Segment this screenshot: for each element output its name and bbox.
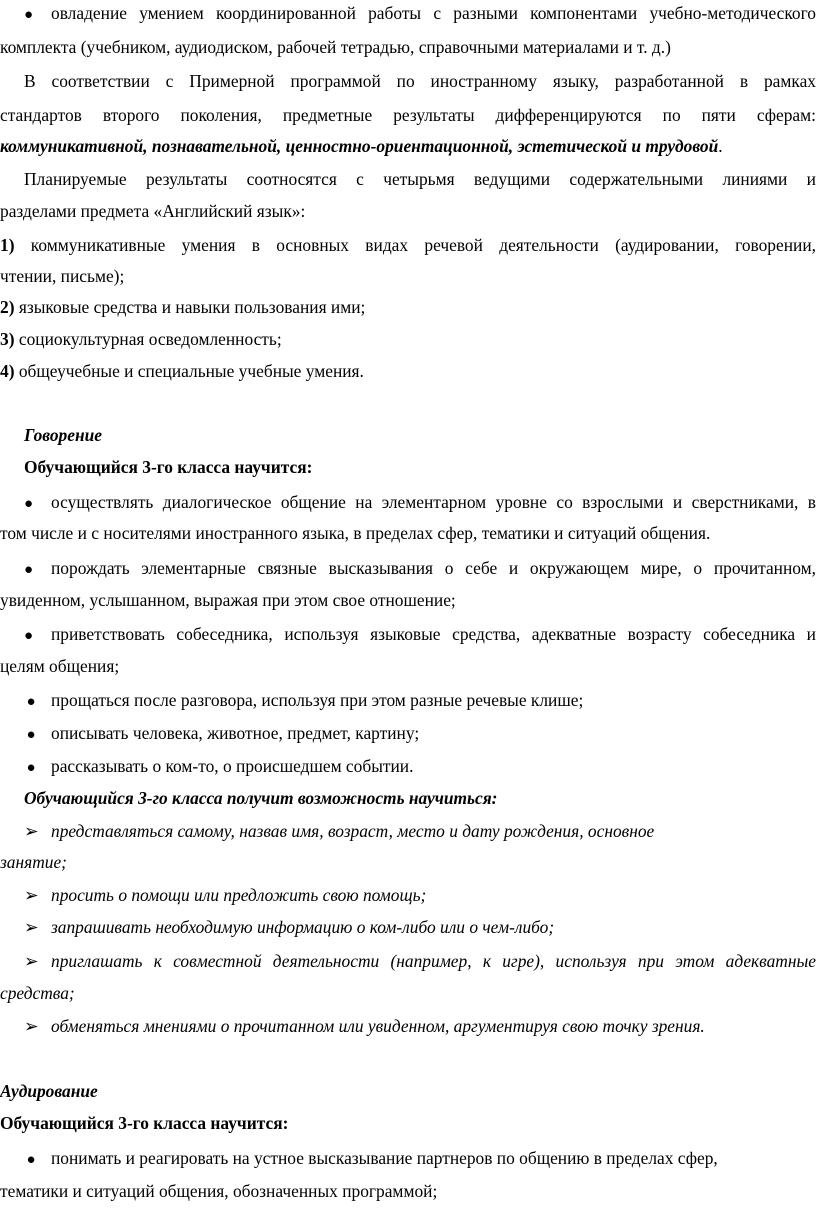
numbered-item-2: 2) языковые средства и навыки пользования ими; bbox=[0, 297, 366, 317]
speaking-arrow-3: ➢ запрашивать необходимую информацию о ком-либо или о чем-либо; bbox=[24, 917, 555, 937]
speaking-bullet-6: ● рассказывать о ком-то, о происшедшем событии. bbox=[24, 755, 816, 777]
section-heading-listening: Аудирование bbox=[0, 1081, 98, 1101]
speaking-arrow-1: ➢ представляться самому, назвав имя, возраст, место и дату рождения, основное bbox=[24, 821, 655, 841]
arrow-bullet-icon: ➢ bbox=[24, 885, 39, 905]
arrow-bullet-icon: ➢ bbox=[24, 1016, 39, 1036]
speaking-arrow-4: ➢ приглашать к совместной деятельности (например, к игре), используя при этом адекватные bbox=[24, 951, 816, 971]
bullet-icon: ● bbox=[26, 694, 36, 710]
speaking-bullet-3-cont: целям общения; bbox=[0, 656, 120, 676]
section-heading-speaking: Говорение bbox=[24, 425, 102, 445]
paragraph-2-line-1: Планируемые результаты соотносятся с четырьмя ведущими содержательными линиями и bbox=[24, 169, 816, 189]
speaking-bullet-2: ● порождать элементарные связные высказывания о себе и окружающем мире, о прочитанном, bbox=[24, 557, 816, 579]
paragraph-1-line-2: стандартов второго поколения, предметные результаты дифференцируются по пяти сферам: bbox=[0, 105, 816, 125]
bullet-icon: ● bbox=[24, 496, 34, 512]
speaking-bullet-1-cont: том числе и с носителями иностранного языка, в пределах сфер, тематики и ситуаций общения. bbox=[0, 523, 711, 543]
speaking-arrow-4-cont: средства; bbox=[0, 983, 75, 1003]
numbered-item-1: 1) коммуникативные умения в основных видах речевой деятельности (аудировании, говорении, bbox=[0, 235, 816, 255]
bullet-icon: ● bbox=[24, 7, 34, 23]
paragraph-2-line-2: разделами предмета «Английский язык»: bbox=[0, 201, 306, 221]
listening-bullet-1-cont: тематики и ситуаций общения, обозначенных программой; bbox=[0, 1181, 438, 1201]
speaking-opportunity-heading: Обучающийся 3-го класса получит возможность научиться: bbox=[24, 788, 498, 808]
bullet-icon: ● bbox=[26, 760, 36, 776]
speaking-learn-heading: Обучающийся 3-го класса научится: bbox=[24, 457, 313, 477]
speaking-bullet-4: ● прощаться после разговора, используя при этом разные речевые клише; bbox=[24, 689, 816, 711]
speaking-arrow-2: ➢ просить о помощи или предложить свою помощь; bbox=[24, 885, 427, 905]
spheres-list: коммуникативной, познавательной, ценностно-ориентационной, эстетической и трудовой bbox=[0, 136, 719, 156]
numbered-item-1-cont: чтении, письме); bbox=[0, 266, 125, 286]
bullet-icon: ● bbox=[24, 562, 34, 578]
paragraph-1-line-3: коммуникативной, познавательной, ценностно-ориентационной, эстетической и трудовой. bbox=[0, 136, 723, 156]
speaking-bullet-1: ● осуществлять диалогическое общение на элементарном уровне со взрослыми и сверстниками, в bbox=[24, 491, 816, 513]
paragraph-1-line-1: В соответствии с Примерной программой по иностранному языку, разработанной в рамках bbox=[24, 71, 816, 91]
speaking-bullet-5: ● описывать человека, животное, предмет, картину; bbox=[24, 722, 816, 744]
intro-bullet-line-1: ● овладение умением координированной работы с разными компонентами учебно-методического bbox=[24, 2, 816, 24]
listening-learn-heading: Обучающийся 3-го класса научится: bbox=[0, 1113, 289, 1133]
speaking-arrow-5: ➢ обменяться мнениями о прочитанном или увиденном, аргументируя свою точку зрения. bbox=[24, 1016, 705, 1036]
bullet-icon: ● bbox=[26, 1152, 36, 1168]
bullet-icon: ● bbox=[24, 628, 34, 644]
intro-bullet-line-2: комплекта (учебником, аудиодиском, рабочей тетрадью, справочными материалами и т. д.) bbox=[0, 37, 671, 57]
arrow-bullet-icon: ➢ bbox=[24, 821, 39, 841]
numbered-item-3: 3) социокультурная осведомленность; bbox=[0, 329, 282, 349]
speaking-bullet-3: ● приветствовать собеседника, используя языковые средства, адекватные возрасту собеседника и bbox=[24, 623, 816, 645]
numbered-item-4: 4) общеучебные и специальные учебные умения. bbox=[0, 361, 364, 381]
listening-bullet-1: ● понимать и реагировать на устное высказывание партнеров по общению в пределах сфер, bbox=[24, 1147, 816, 1169]
speaking-arrow-1-cont: занятие; bbox=[0, 852, 67, 872]
bullet-icon: ● bbox=[26, 727, 36, 743]
arrow-bullet-icon: ➢ bbox=[24, 917, 39, 937]
arrow-bullet-icon: ➢ bbox=[24, 951, 39, 971]
speaking-bullet-2-cont: увиденном, услышанном, выражая при этом свое отношение; bbox=[0, 590, 456, 610]
